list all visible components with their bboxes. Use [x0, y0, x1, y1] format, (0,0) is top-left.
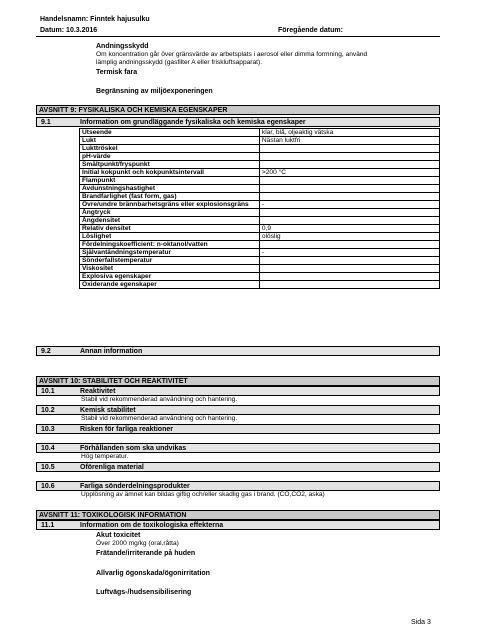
document-date: Datum: 10.3.2016: [40, 27, 98, 34]
subsection-9-2-header: [36, 346, 440, 356]
property-row: [80, 217, 440, 225]
subsection-10-4-header: [36, 443, 440, 453]
property-value: >200 °C: [259, 169, 439, 177]
subsection-10-1-text: Stabil vid rekommenderad användning och hantering.: [81, 396, 238, 403]
subsection-9-2-number: 9.2: [41, 348, 51, 355]
subsection-title: Reaktivitet: [80, 388, 116, 395]
section-11-header: [36, 510, 440, 520]
previous-date-label: Föregående datum:: [278, 27, 343, 34]
section-9-title: AVSNITT 9: FYSIKALISKA OCH KEMISKA EGENSKAPER: [39, 107, 228, 114]
property-row: [80, 209, 440, 217]
property-label: Övre/undre brännbarhetsgräns eller explosionsgräns: [80, 201, 260, 209]
subsection-10-6-text: Upplösning av ämnet kan bildas giftig och/eller skadlig gas i brand. (CO,CO2, aska): [81, 491, 325, 498]
eye-damage-title: Allvarlig ögonskada/ögonirritation: [96, 570, 210, 577]
page-number: Sida 3: [411, 619, 431, 626]
property-row: [80, 273, 440, 281]
subsection-9-1-header: [36, 117, 440, 127]
property-value: [259, 281, 439, 289]
property-label: Utseende: [80, 129, 260, 137]
property-value: [259, 153, 439, 161]
property-value: 0,9: [259, 225, 439, 233]
property-row: [80, 129, 440, 137]
physical-properties-table: [79, 128, 440, 289]
property-value: [259, 241, 439, 249]
property-label: Explosiva egenskaper: [80, 273, 260, 281]
subsection-11-1-number: 11.1: [41, 522, 55, 529]
skin-irritation-title: Frätande/irriterande på huden: [96, 550, 196, 557]
property-label: pH-värde: [80, 153, 260, 161]
property-value: Nästan luktfri: [259, 137, 439, 145]
subsection-number: 10.3: [41, 426, 55, 433]
respiratory-sensitisation-title: Luftvägs-/hudsensibilisering: [96, 589, 192, 596]
section-10-header: [36, 376, 440, 386]
breathing-protection-title: Andningsskydd: [96, 43, 149, 50]
subsection-11-1-header: [36, 520, 440, 530]
property-label: Ångtryck: [80, 209, 260, 217]
property-label: Relativ densitet: [80, 225, 260, 233]
subsection-11-1-title: Information om de toxikologiska effekterna: [80, 522, 224, 529]
acute-toxicity-title: Akut toxicitet: [96, 532, 141, 539]
subsection-9-2-title: Annan information: [80, 348, 143, 355]
property-value: [259, 193, 439, 201]
subsection-number: 10.5: [41, 464, 55, 471]
section-10-title: AVSNITT 10: STABILITET OCH REAKTIVITET: [39, 378, 188, 385]
subsection-10-2-text: Stabil vid rekommenderad användning och hantering.: [81, 415, 238, 422]
property-row: [80, 281, 440, 289]
property-label: Ångdensitet: [80, 217, 260, 225]
property-label: Avdunstningshastighet: [80, 185, 260, 193]
property-label: Initial kokpunkt och kokpunktsintervall: [80, 169, 260, 177]
subsection-title: Oförenliga material: [80, 464, 144, 471]
subsection-number: 10.4: [41, 445, 55, 452]
thermal-hazard-title: Termisk fara: [96, 69, 138, 76]
subsection-10-5-header: [36, 462, 440, 472]
property-value: -: [259, 201, 439, 209]
breathing-protection-text-1: Om koncentration går över gränsvärde av arbetsplats i aerosol eller dimma formning, använd: [96, 51, 368, 58]
section-11-title: AVSNITT 11: TOXIKOLOGISK INFORMATION: [39, 512, 187, 519]
property-label: Viskositet: [80, 265, 260, 273]
header-divider: [36, 36, 440, 37]
property-row: [80, 137, 440, 145]
subsection-10-3-header: [36, 424, 440, 434]
property-row: [80, 265, 440, 273]
property-row: [80, 233, 440, 241]
acute-toxicity-value: Över 2000 mg/kg (oral,råtta): [96, 540, 179, 547]
property-label: Brandfarlighet (fast form, gas): [80, 193, 260, 201]
subsection-number: 10.2: [41, 407, 55, 414]
property-value: [259, 185, 439, 193]
property-label: Oxiderande egenskaper: [80, 281, 260, 289]
property-row: [80, 185, 440, 193]
property-label: Flampunkt: [80, 177, 260, 185]
subsection-9-1-number: 9.1: [41, 119, 51, 126]
subsection-number: 10.6: [41, 483, 55, 490]
subsection-title: Förhållanden som ska undvikas: [80, 445, 187, 452]
property-row: [80, 249, 440, 257]
property-value: [259, 265, 439, 273]
property-value: [259, 273, 439, 281]
property-row: [80, 153, 440, 161]
product-name: Handelsnamn: Finntek hajusulku: [40, 16, 150, 23]
property-row: [80, 257, 440, 265]
property-row: [80, 161, 440, 169]
property-value: [259, 257, 439, 265]
property-row: [80, 225, 440, 233]
property-value: [259, 177, 439, 185]
property-row: [80, 145, 440, 153]
section-9-header: [36, 105, 440, 115]
property-value: -: [259, 249, 439, 257]
subsection-9-1-title: Information om grundläggande fysikaliska och kemiska egenskaper: [80, 119, 306, 126]
property-row: [80, 177, 440, 185]
property-row: [80, 193, 440, 201]
property-value: [259, 209, 439, 217]
property-label: Fördelningskoefficient: n-oktanol/vatten: [80, 241, 260, 249]
subsection-title: Farliga sönderdelningsprodukter: [80, 483, 190, 490]
property-value: klar, blå, oljeaktig vätska: [259, 129, 439, 137]
property-value: [259, 145, 439, 153]
subsection-number: 10.1: [41, 388, 55, 395]
property-label: Lukt: [80, 137, 260, 145]
subsection-title: Kemisk stabilitet: [80, 407, 136, 414]
property-label: Självantändningstemperatur: [80, 249, 260, 257]
subsection-10-4-text: Hög temperatur.: [81, 453, 129, 460]
property-label: Lukttröskel: [80, 145, 260, 153]
property-value: [259, 217, 439, 225]
subsection-10-2-header: [36, 405, 440, 415]
environmental-exposure-title: Begränsning av miljöexponeringen: [96, 88, 213, 95]
subsection-10-6-header: [36, 481, 440, 491]
property-row: [80, 201, 440, 209]
breathing-protection-text-2: lämplig andningsskydd (gasfilter A eller friskluftsapparat).: [96, 59, 263, 66]
property-row: [80, 169, 440, 177]
property-row: [80, 241, 440, 249]
property-label: Sönderfallstemperatur: [80, 257, 260, 265]
property-label: Löslighet: [80, 233, 260, 241]
property-value: [259, 161, 439, 169]
property-label: Smältpunkt/fryspunkt: [80, 161, 260, 169]
subsection-10-1-header: [36, 386, 440, 396]
subsection-title: Risken för farliga reaktioner: [80, 426, 173, 433]
property-value: olöslig: [259, 233, 439, 241]
